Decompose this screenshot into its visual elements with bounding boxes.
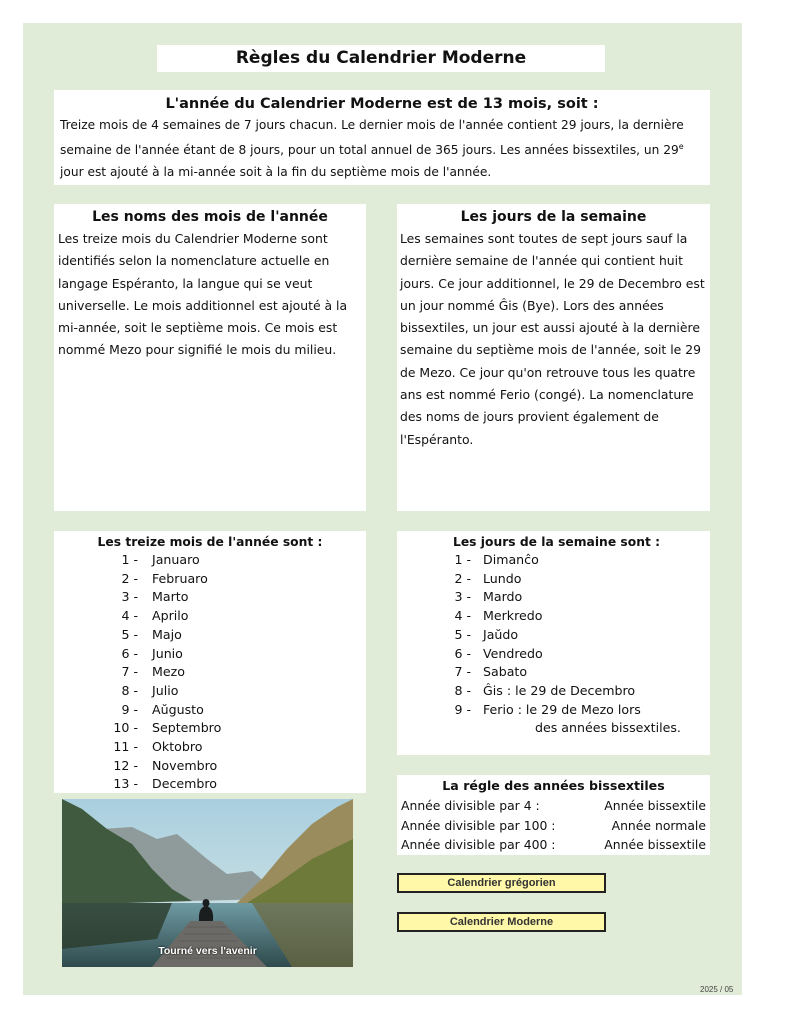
leap-year-rule-section: [397, 775, 710, 855]
month-name: Oktobro: [152, 739, 203, 755]
month-name: Decembro: [152, 776, 217, 792]
day-number: 8 -: [454, 682, 471, 698]
month-names-heading: Les noms des mois de l'année: [92, 209, 328, 225]
month-number: 6 -: [121, 645, 138, 661]
day-name: Merkredo: [483, 608, 543, 624]
day-name: Lundo: [483, 570, 522, 586]
landscape-photo: [62, 799, 353, 967]
month-item: [54, 626, 366, 645]
intro-text-part2: jour est ajouté à la mi-année soit à la fin du septième mois de l'année.: [60, 165, 492, 180]
day-number: 5 -: [454, 626, 471, 642]
month-name: Aŭgusto: [152, 701, 204, 717]
month-item: [54, 738, 366, 757]
days-list: [397, 551, 710, 719]
month-name: Junio: [152, 645, 183, 661]
leap-result: Année normale: [611, 817, 706, 833]
day-item: [397, 682, 710, 701]
day-item: [397, 570, 710, 589]
month-name: Majo: [152, 626, 182, 642]
intro-section: [54, 90, 710, 185]
month-name: Mezo: [152, 664, 185, 680]
month-name: Aprilo: [152, 608, 189, 624]
month-name: Novembro: [152, 757, 218, 773]
leap-condition: Année divisible par 100 :: [401, 817, 556, 833]
day-number: 9 -: [454, 701, 471, 717]
week-days-heading: Les jours de la semaine: [460, 209, 647, 225]
day-name: Dimanĉo: [483, 552, 539, 567]
month-item: [54, 663, 366, 682]
month-number: 11 -: [113, 739, 138, 755]
month-name: Marto: [152, 589, 189, 605]
leap-rule-row: [401, 835, 706, 855]
day-item: [397, 551, 710, 570]
intro-text-part1: Treize mois de 4 semaines de 7 jours chacun. Le dernier mois de l'année contient 29 jours, la dernière semaine de l'année étant de 8 jours, pour un total annuel de 365 jours. Les années bissextiles, un 29: [60, 118, 684, 158]
day-name: Jaŭdo: [483, 626, 519, 642]
day-item: [397, 663, 710, 682]
days-list-continuation: des années bissextiles.: [535, 720, 681, 736]
days-list-section: [397, 531, 710, 755]
day-name: Ĝis : le 29 de Decembro: [483, 682, 636, 698]
day-item: [397, 701, 710, 720]
days-list-heading: Les jours de la semaine sont :: [453, 535, 661, 549]
week-days-section: [397, 204, 710, 511]
gregorian-calendar-button[interactable]: Calendrier grégorien: [397, 873, 606, 893]
day-name: Sabato: [483, 664, 528, 680]
day-item: [397, 588, 710, 607]
month-number: 13 -: [113, 776, 138, 792]
month-item: [54, 719, 366, 738]
day-number: 6 -: [454, 645, 471, 661]
month-item: [54, 551, 366, 570]
day-item: [397, 626, 710, 645]
month-number: 8 -: [121, 682, 138, 698]
month-item: [54, 570, 366, 589]
day-name: Mardo: [483, 589, 523, 605]
leap-rule-row: [401, 816, 706, 836]
leap-rule-heading: La régle des années bissextiles: [442, 778, 665, 793]
leap-condition: Année divisible par 400 :: [401, 837, 556, 852]
leap-condition: Année divisible par 4 :: [401, 798, 540, 813]
month-name: Januaro: [152, 552, 200, 567]
week-days-text: Les semaines sont toutes de sept jours sauf la dernière semaine de l'année qui contient huit jours. Ce jour additionnel, le 29 de Decembro est un jour nommé Ĝis (Bye). Lors des années bissextiles, un jour est aussi ajouté à la dernière semaine du septième mois de l'année, soit le 29 de Mezo. Ce jour qu'on retrouve tous les quatre ans est nommé Ferio (congé). La nomenclature des noms de jours provient également de l'Espéranto.: [400, 231, 705, 447]
person-head: [203, 899, 210, 907]
month-number: 10 -: [113, 720, 138, 736]
months-list-heading: Les treize mois de l'année sont :: [97, 535, 323, 549]
day-item: [397, 607, 710, 626]
month-name: Februaro: [152, 570, 208, 586]
month-number: 4 -: [121, 608, 138, 624]
month-names-section: [54, 204, 366, 511]
day-number: 2 -: [454, 570, 471, 586]
photo-caption: Tourné vers l'avenir: [158, 945, 257, 957]
photo-illustration: [62, 799, 353, 967]
month-item: [54, 775, 366, 794]
day-number: 7 -: [454, 664, 471, 680]
intro-text: [60, 114, 704, 183]
leap-result: Année bissextile: [604, 798, 706, 813]
day-name: Ferio : le 29 de Mezo lors: [483, 701, 641, 717]
month-item: [54, 757, 366, 776]
month-name: Julio: [152, 682, 179, 698]
month-number: 12 -: [113, 757, 138, 773]
leap-rule-row: [401, 796, 706, 816]
month-item: [54, 607, 366, 626]
day-name: Vendredo: [483, 645, 543, 661]
month-number: 2 -: [121, 570, 138, 586]
month-item: [54, 682, 366, 701]
month-number: 3 -: [121, 589, 138, 605]
month-number: 5 -: [121, 626, 138, 642]
day-number: 4 -: [454, 608, 471, 624]
month-names-text: Les treize mois du Calendrier Moderne sont identifiés selon la nomenclature actuelle en langage Espéranto, la langue qui se veut universelle. Le mois additionnel est ajouté à la mi-année, soit le septième mois. Ce mois est nommé Mezo pour signifié le mois du milieu.: [58, 231, 348, 358]
footer-date: 2025 / 05: [700, 985, 734, 994]
leap-result: Année bissextile: [604, 837, 706, 852]
month-name: Septembro: [152, 720, 222, 736]
month-number: 7 -: [121, 664, 138, 680]
month-item: [54, 588, 366, 607]
intro-heading: L'année du Calendrier Moderne est de 13 mois, soit :: [165, 96, 599, 112]
month-item: [54, 645, 366, 664]
day-number: 1 -: [454, 552, 471, 567]
intro-superscript: e: [678, 142, 684, 151]
month-number: 1 -: [121, 552, 138, 567]
month-number: 9 -: [121, 701, 138, 717]
day-item: [397, 645, 710, 664]
page-title: Règles du Calendrier Moderne: [157, 45, 605, 72]
modern-calendar-button[interactable]: Calendrier Moderne: [397, 912, 606, 932]
months-list-section: [54, 531, 366, 793]
months-list: [54, 551, 366, 794]
day-number: 3 -: [454, 589, 471, 605]
month-item: [54, 701, 366, 720]
